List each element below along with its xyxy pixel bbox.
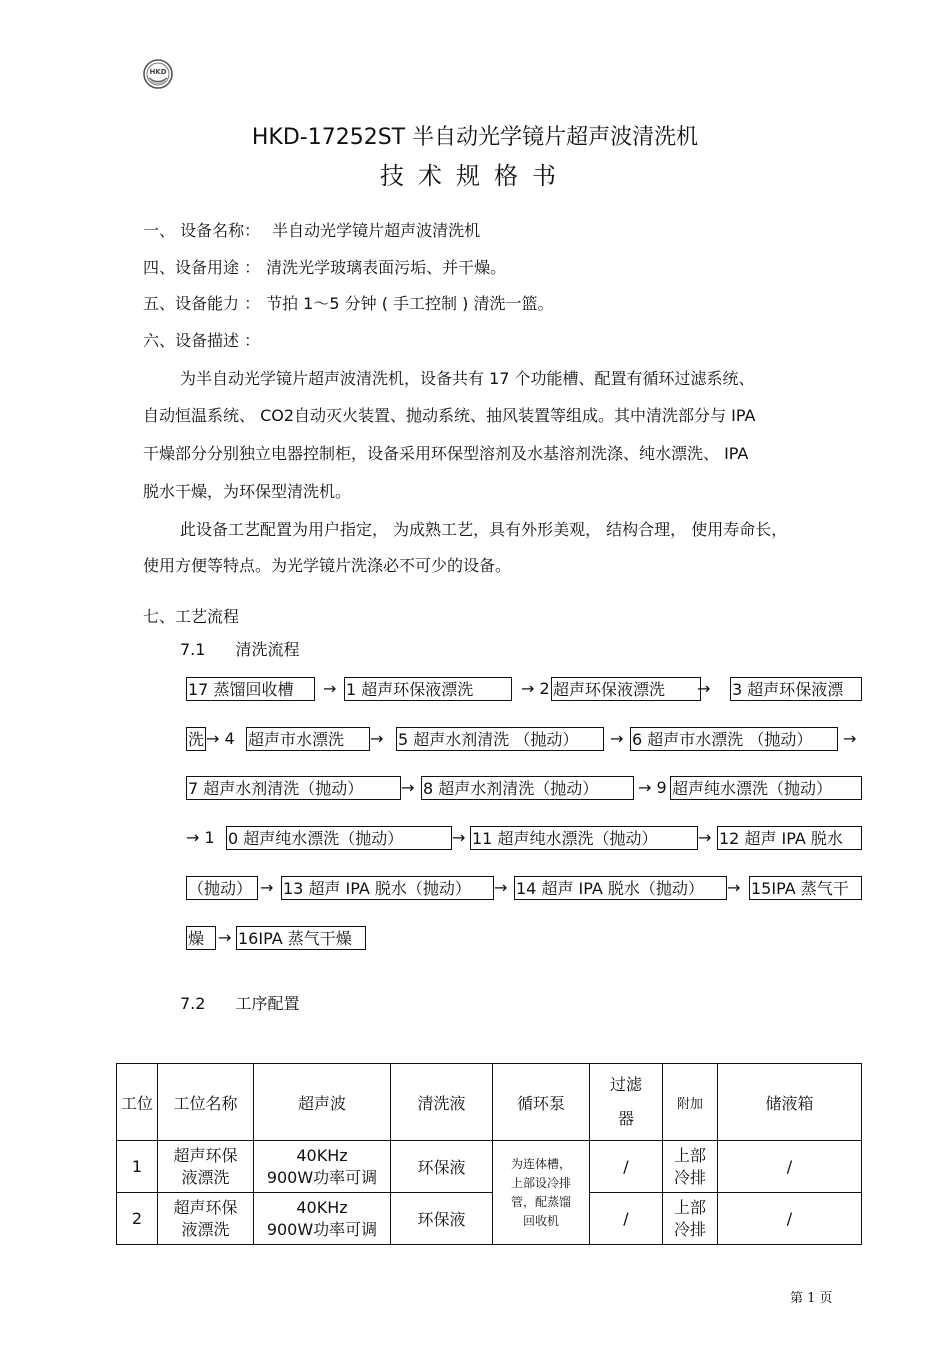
cell-line: 管，配蒸馏: [510, 1194, 571, 1209]
table-row: [117, 1141, 862, 1193]
cell-extra: [663, 1193, 718, 1245]
flow-step: 1 超声环保液漂洗: [344, 677, 512, 701]
flow-step: 17 蒸馏回收槽: [186, 677, 315, 701]
flow-step: 燥: [186, 926, 216, 950]
header-cell: 工位: [117, 1064, 158, 1141]
flow-arrow: → 9: [638, 778, 667, 797]
cell-line: 超声环保: [173, 1197, 238, 1217]
flow-arrow: →: [843, 729, 857, 748]
document-subtitle: 技术规格书: [380, 162, 570, 190]
flow-step: 15IPA 蒸气干: [749, 876, 862, 900]
cell-filter: /: [590, 1193, 663, 1245]
flow-arrow: →: [260, 878, 274, 897]
section-device-description: 六、设备描述 ：: [143, 331, 261, 350]
page-number: 第 1 页: [790, 1291, 833, 1306]
flow-step: 超声环保液漂洗: [551, 677, 701, 701]
section-device-capacity: [143, 291, 553, 314]
subsection-process-config: [180, 991, 299, 1014]
flow-step: 6 超声市水漂洗 （抛动）: [630, 727, 838, 751]
flow-arrow: → 2: [521, 679, 550, 698]
flow-arrow: →: [698, 828, 712, 847]
cell-tank: /: [718, 1193, 862, 1245]
description-line: 使用方便等特点。为光学镜片洗涤必不可少的设备。: [143, 556, 512, 575]
header-cell: 超声波: [254, 1064, 391, 1141]
flow-arrow: →: [401, 778, 415, 797]
header-cell: 工位名称: [158, 1064, 254, 1141]
flow-step: 8 超声水剂清洗（抛动）: [421, 776, 634, 800]
section-label: 一、 设备名称：: [143, 221, 261, 240]
section-process-flow: 七、工艺流程: [143, 607, 240, 626]
cell-ultrasonic: [254, 1141, 391, 1193]
flow-step: 11 超声纯水漂洗（抛动）: [470, 826, 698, 850]
flow-arrow: →: [697, 679, 711, 698]
flow-step: 洗: [186, 727, 206, 751]
subsection-number: 7.2: [180, 994, 206, 1013]
process-config-table: [116, 1063, 862, 1245]
flow-arrow: →: [727, 878, 741, 897]
header-cell-line: 过滤: [609, 1075, 642, 1094]
cell-line: 超声环保: [173, 1145, 238, 1165]
document-title: HKD-17252ST 半自动光学镜片超声波清洗机: [251, 125, 699, 150]
header-cell-line: 器: [617, 1109, 634, 1128]
section-label: 五、设备能力 ：: [143, 294, 261, 313]
section-device-use: [143, 255, 506, 278]
flow-arrow: →: [218, 928, 232, 947]
cell-liquid: 环保液: [391, 1141, 493, 1193]
flow-step: 12 超声 IPA 脱水: [717, 826, 862, 850]
table-header-row: [117, 1064, 862, 1141]
flow-arrow: → 1: [186, 828, 215, 847]
flow-step: 超声市水漂洗: [246, 727, 370, 751]
flow-arrow: →: [610, 729, 624, 748]
header-cell: 循环泵: [493, 1064, 590, 1141]
flow-arrow: →: [494, 878, 508, 897]
logo-text: HKD: [149, 68, 167, 76]
cell-line: 冷排: [673, 1167, 706, 1187]
section-value: 半自动光学镜片超声波清洗机: [272, 221, 481, 240]
flow-step: 13 超声 IPA 脱水（抛动）: [281, 876, 494, 900]
cell-line: 液漂洗: [181, 1167, 230, 1187]
description-line: 自动恒温系统、 CO2自动灭火装置、抛动系统、抽风装置等组成。其中清洗部分与 IPA: [143, 406, 756, 425]
table-row: [117, 1193, 862, 1245]
cell-name: [158, 1193, 254, 1245]
subsection-label: 工序配置: [235, 994, 300, 1013]
flow-arrow: →: [452, 828, 466, 847]
description-line: 脱水干燥，为环保型清洗机。: [143, 482, 352, 501]
header-cell: [590, 1064, 663, 1141]
cell-line: 900W功率可调: [266, 1219, 378, 1239]
flow-step: 超声纯水漂洗（抛动）: [670, 776, 862, 800]
cell-line: 上部: [673, 1145, 706, 1165]
cell-line: 900W功率可调: [266, 1167, 378, 1187]
flow-arrow: → 4: [206, 729, 235, 748]
cell-line: 上部: [673, 1197, 706, 1217]
cell-line: 40KHz: [296, 1145, 348, 1165]
company-logo: [143, 59, 173, 89]
section-label: 四、设备用途 ：: [143, 258, 261, 277]
cell-no: 2: [117, 1193, 158, 1245]
cell-line: 上部设冷排: [510, 1175, 571, 1190]
cell-line: 回收机: [522, 1213, 559, 1228]
section-value: 节拍 1～5 分钟 ( 手工控制 ) 清洗一篮。: [266, 294, 554, 313]
cell-extra: [663, 1141, 718, 1193]
header-cell: 附加: [663, 1064, 718, 1141]
flow-step: 3 超声环保液漂: [730, 677, 862, 701]
subsection-cleaning-flow: [180, 637, 299, 660]
description-line: 此设备工艺配置为用户指定， 为成熟工艺，具有外形美观， 结构合理， 使用寿命长，: [180, 520, 788, 539]
section-device-name: [143, 218, 480, 241]
cell-liquid: 环保液: [391, 1193, 493, 1245]
flow-arrow: →: [370, 729, 384, 748]
section-value: 清洗光学玻璃表面污垢、并干燥。: [266, 258, 507, 277]
header-cell: 储液箱: [718, 1064, 862, 1141]
flow-step: 16IPA 蒸气干燥: [236, 926, 366, 950]
flow-step: 0 超声纯水漂洗（抛动）: [226, 826, 452, 850]
flow-step: 5 超声水剂清洗 （抛动）: [396, 727, 604, 751]
cell-ultrasonic: [254, 1193, 391, 1245]
description-line: 干燥部分分别独立电器控制柜，设备采用环保型溶剂及水基溶剂洗涤、纯水漂洗、 IPA: [143, 444, 749, 463]
cell-name: [158, 1141, 254, 1193]
cell-line: 冷排: [673, 1219, 706, 1239]
cell-filter: /: [590, 1141, 663, 1193]
cell-tank: /: [718, 1141, 862, 1193]
subsection-number: 7.1: [180, 640, 206, 659]
subsection-label: 清洗流程: [235, 640, 300, 659]
cell-line: 液漂洗: [181, 1219, 230, 1239]
header-cell: 清洗液: [391, 1064, 493, 1141]
cell-pump-note: [493, 1141, 590, 1245]
flow-step: （抛动）: [186, 876, 258, 900]
cell-no: 1: [117, 1141, 158, 1193]
flow-step: 14 超声 IPA 脱水（抛动）: [514, 876, 727, 900]
cell-line: 为连体槽，: [510, 1156, 571, 1171]
flow-arrow: →: [323, 679, 337, 698]
flow-step: 7 超声水剂清洗（抛动）: [186, 776, 401, 800]
description-line: 为半自动光学镜片超声波清洗机，设备共有 17 个功能槽、配置有循环过滤系统、: [180, 369, 755, 388]
cell-line: 40KHz: [296, 1197, 348, 1217]
